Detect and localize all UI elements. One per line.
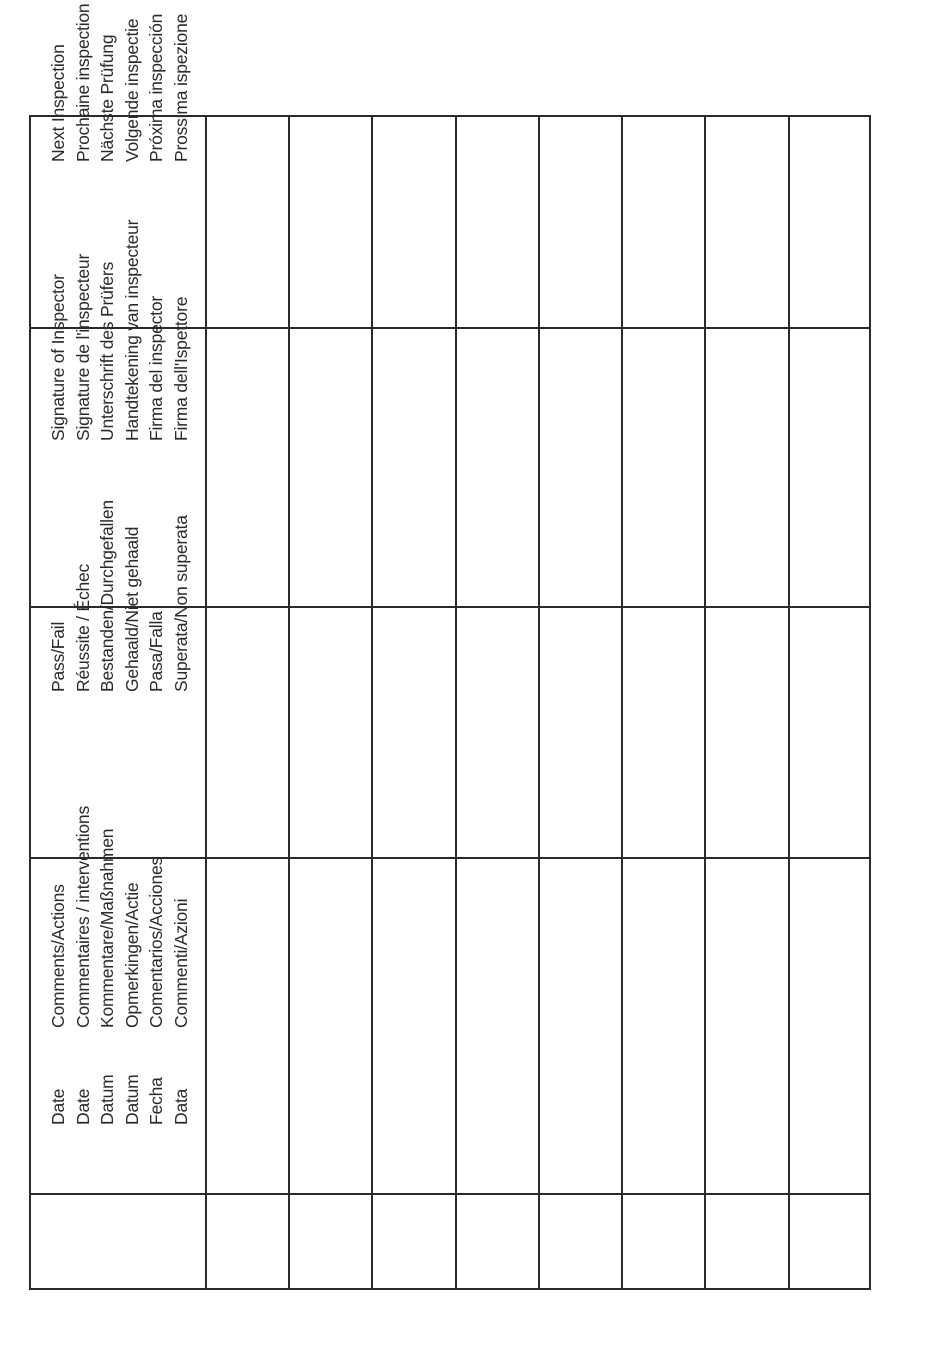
entry-row[interactable] — [457, 117, 538, 1290]
header-line: Commenti/Azioni — [170, 898, 191, 1028]
header-line: Data — [170, 1088, 191, 1125]
header-line: Datum — [121, 1074, 142, 1125]
entry-row[interactable] — [290, 117, 371, 1290]
header-line: Datum — [97, 1074, 117, 1125]
entry-row[interactable] — [373, 117, 455, 1290]
entry-row[interactable] — [540, 117, 621, 1290]
header-line: Handtekening van inspecteur — [121, 219, 142, 441]
header-line: Date — [72, 1088, 93, 1125]
header-line: Pass/Fail — [48, 621, 68, 692]
header-line: Comments/Actions — [48, 884, 68, 1028]
header-line: Unterschrift des Prüfers — [97, 261, 117, 441]
entry-row[interactable] — [207, 117, 288, 1290]
header-comments — [31, 806, 205, 1193]
header-signature-text — [46, 220, 193, 441]
header-line: Superata/Non superata — [170, 515, 191, 692]
header-line: Volgende inspectie — [121, 18, 142, 162]
header-line: Signature de l'inspecteur — [72, 253, 93, 441]
header-line: Nächste Prüfung — [97, 34, 117, 162]
header-line: Réussite / Échec — [72, 563, 93, 692]
inspection-log-table — [29, 3, 871, 1290]
header-pass-fail-text — [46, 500, 193, 692]
header-next-inspection-text — [46, 4, 193, 162]
header-line: Firma dell'Ispettore — [170, 296, 191, 441]
header-date — [31, 1074, 205, 1290]
entry-row[interactable] — [623, 117, 704, 1290]
header-line: Bestanden/Durchgefallen — [97, 500, 117, 692]
header-line: Kommentare/Maßnahmen — [97, 828, 117, 1028]
header-line: Next Inspection — [48, 44, 68, 162]
header-line: Signature of Inspector — [48, 274, 68, 441]
header-line: Comentarios/Acciones — [146, 856, 166, 1028]
header-line: Fecha — [146, 1077, 166, 1125]
header-date-text — [46, 1074, 193, 1125]
entry-row[interactable] — [706, 117, 788, 1290]
header-line: Opmerkingen/Actie — [121, 882, 142, 1028]
header-line: Gehaald/Niet gehaald — [121, 526, 142, 692]
header-line: Date — [48, 1088, 68, 1125]
header-comments-text — [46, 806, 193, 1028]
header-line: Commentaires / interventions — [72, 806, 93, 1028]
entry-row[interactable] — [790, 117, 871, 1290]
header-line: Próxima inspección — [146, 13, 166, 162]
header-line: Pasa/Falla — [146, 611, 166, 692]
header-line: Prossima ispezione — [170, 13, 191, 162]
header-line: Firma del inspector — [146, 295, 166, 441]
header-line: Prochaine inspection — [72, 3, 93, 162]
